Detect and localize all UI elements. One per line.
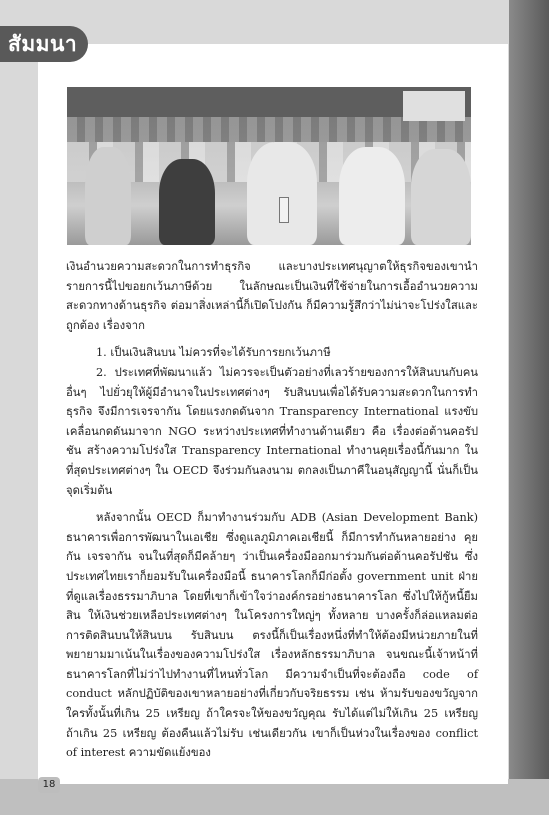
page-number: 18: [38, 777, 60, 793]
page-bottom-shadow: [0, 779, 549, 815]
photo-water-bottle: [279, 197, 289, 223]
photo-attendee: [247, 142, 317, 245]
photo-attendee: [85, 147, 131, 245]
list-item-2: 2. ประเทศที่พัฒนาแล้ว ไม่ควรจะเป็นตัวอย่างที่เลวร้ายของการให้สินบนกับคนอื่นๆ ไปยั่วยุให้ผู้มีอำนาจในประเทศต่างๆ รับสินบนเพื่อได้รับความสะดวกในการทำธุรกิจ จึงมีการเจรจากัน โดยแรงกดดันจาก Transparency International แรงขับเคลื่อนกดดันมาจาก NGO ระหว่างประเทศที่ทำงานด้านเดียว คือ เรื่องต่อต้านคอรัปชัน สร้างความโปร่งใส Transparency International ทำงานคุยเรื่องนี้กันมาก ในที่สุดประเทศต่างๆ ใน OECD จึงร่วมกันลงนาม ตกลงเป็นภาคีในอนุสัญญานี้ นั่นก็เป็นจุดเริ่มต้น: [66, 365, 478, 497]
photo-attendee: [159, 159, 215, 245]
photo-attendee: [411, 149, 471, 245]
article-body: [66, 257, 478, 763]
section-title: สัมมนา: [8, 31, 78, 56]
list-item-1: 1. เป็นเงินสินบน ไม่ควรที่จะได้รับการยกเว้นภาษี: [96, 346, 331, 360]
photo-attendee: [339, 147, 405, 245]
paragraph-intro: เงินอำนวยความสะดวกในการทำธุรกิจ และบางประเทศนุญาตให้ธุรกิจของเขานำรายการนี้ไปขอยกเว้นภาษีด้วย ในลักษณะเป็นเงินที่ใช้จ่ายในการเอื้ออำนวยความสะดวกทางด้านธุรกิจ ต่อมาสิ่งเหล่านี้ก็เปิดโปงกัน ก็มีความรู้สึกว่าไม่น่าจะโปร่งใสและถูกต้อง เรื่องจาก: [66, 260, 478, 332]
seminar-photo: [67, 87, 471, 245]
photo-projector-screen: [403, 91, 465, 121]
section-header-tab: [0, 26, 88, 62]
page-edge-shadow: [509, 0, 549, 815]
paragraph-oecd-adb: หลังจากนั้น OECD ก็มาทำงานร่วมกับ ADB (Asian Development Bank) ธนาคารเพื่อการพัฒนาในเอเชีย ซึ่งดูแลภูมิภาคเอเชียนี้ ก็มีการทำกันหลายอย่าง คุยกัน เจรจากัน จนในที่สุดก็มีคล้ายๆ ว่าเป็นเครื่องมืออกมาร่วมกันต่อต้านคอรัปชัน ซึ่งประเทศไทยเราก็ยอมรับในเครื่องมือนี้ ธนาคารโลกก็มีก่อตั้ง government unit ฝ่ายที่ดูแลเรื่องธรรมาภิบาล โดยที่เขาก็เข้าใจว่าองค์กรอย่างธนาคารโลก ซึ่งไปให้กู้หนี้ยืมสิน ให้เงินช่วยเหลือประเทศต่างๆ ในโครงการใหญ่ๆ ทั้งหลาย บางครั้งก็ล่อแหลมต่อการติดสินบนให้สินบน รับสินบน ตรงนี้ก็เป็นเรื่องหนึ่งที่ทำให้ต้องมีหน่วยภายในที่พยายามมาเน้นในเรื่องของความโปร่งใส เรื่องหลักธรรมาภิบาล จนขณะนี้เจ้าหน้าที่ธนาคารโลกที่ไม่ว่าไปทำงานที่ไหนทั่วโลก มีความจำเป็นที่จะต้องถือ code of conduct หลักปฏิบัติของเขาหลายอย่างที่เกี่ยวกับจริยธรรม เช่น ห้ามรับของขวัญจากใครทั้งนั้นที่เกิน 25 เหรียญ ถ้าใครจะให้ของขวัญคุณ รับได้แต่ไม่ให้เกิน 25 เหรียญ ถ้าเกิน 25 เหรียญ ต้องคืนแล้วไม่รับ เช่นเดียวกัน เขาก็เป็นห่วงในเรื่องของ conflict of interest ความขัดแย้งของ: [66, 511, 478, 760]
